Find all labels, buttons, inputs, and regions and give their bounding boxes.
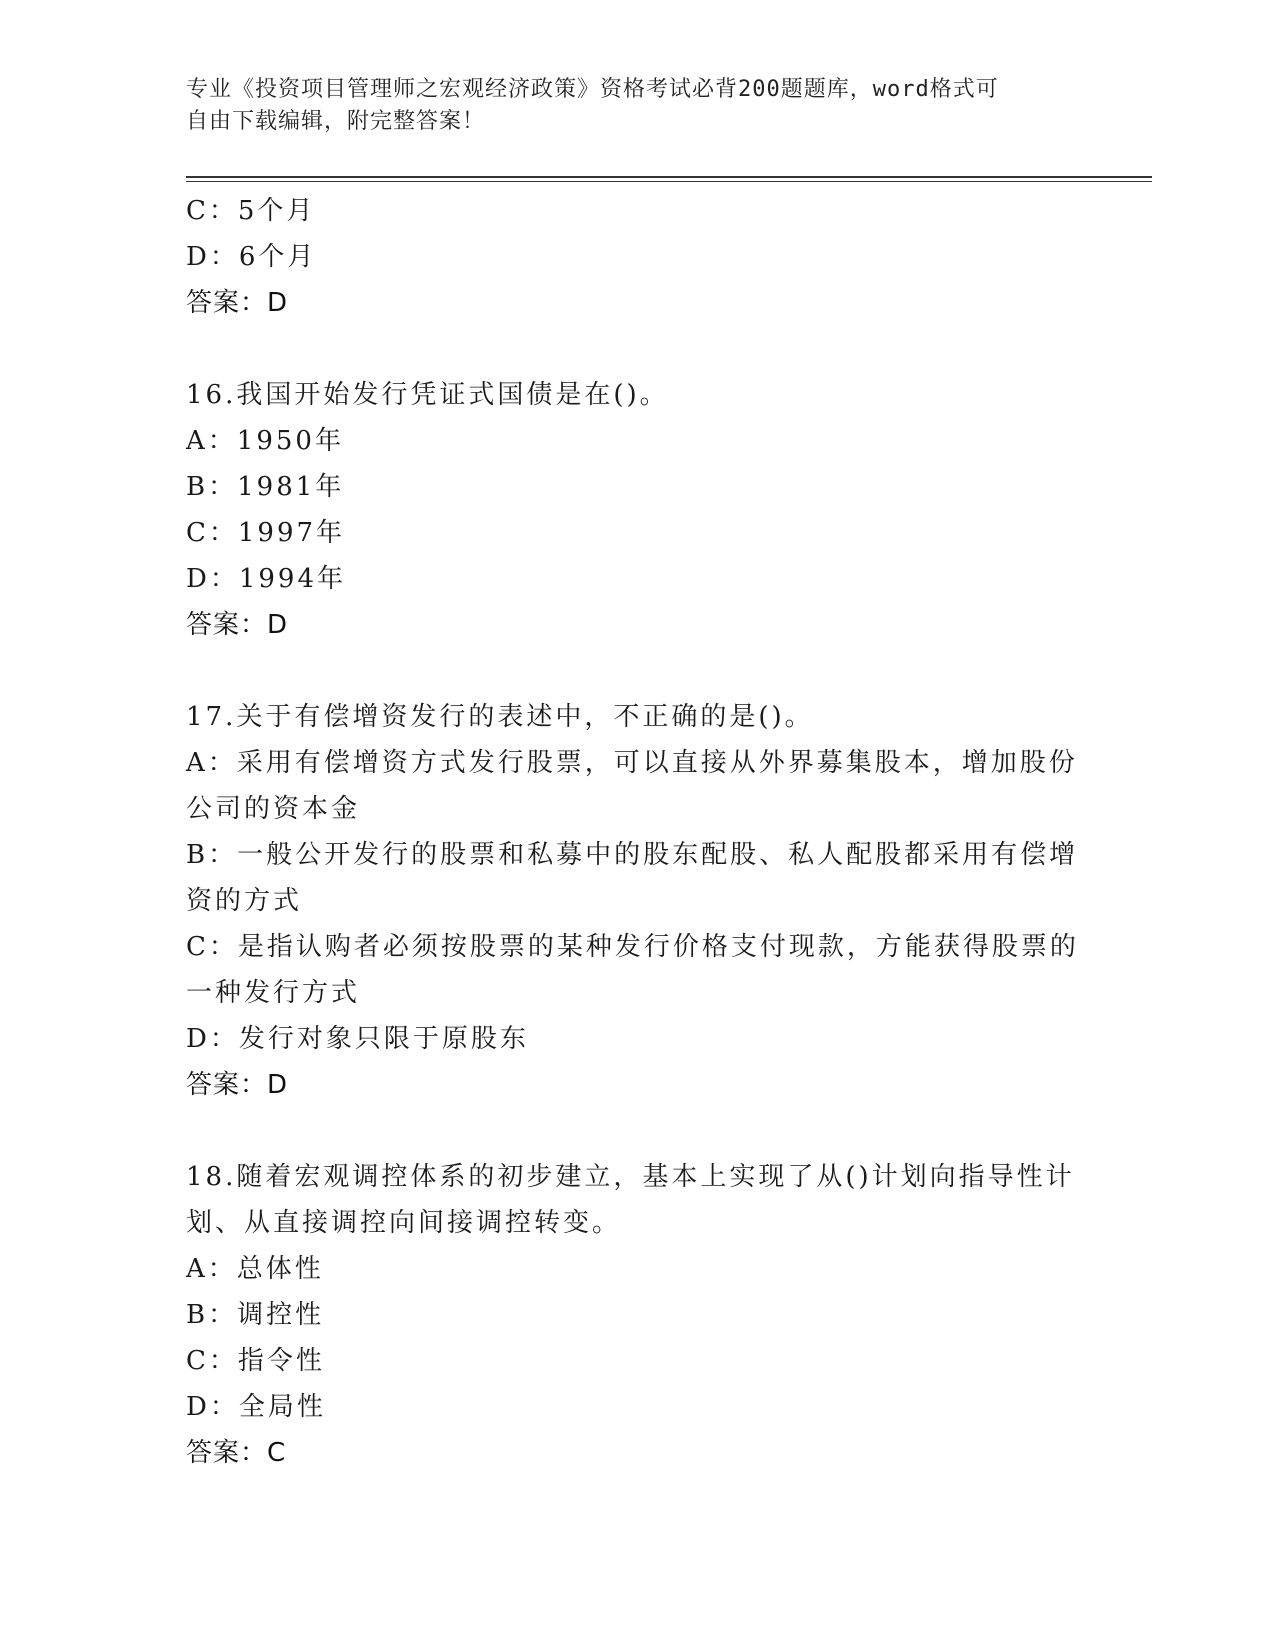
question-17 [186, 694, 1086, 1108]
question-18 [186, 1154, 1086, 1476]
option-b: B：调控性 [186, 1300, 325, 1330]
option-d: D：发行对象只限于原股东 [186, 1024, 529, 1054]
option-c: C：是指认购者必须按股票的某种发行价格支付现款，方能获得股票的一种发行方式 [186, 932, 1079, 1008]
header-title-line-2: 自由下载编辑，附完整答案！ [186, 109, 486, 134]
option-d: D：6个月 [186, 242, 317, 272]
option-c: C：指令性 [186, 1346, 325, 1376]
answer-line: 答案：D [186, 610, 289, 640]
question-stem: 17.关于有偿增资发行的表述中，不正确的是()。 [186, 702, 814, 732]
previous-question-tail [186, 188, 1086, 326]
spacer [186, 326, 1086, 372]
answer-line: 答案：D [186, 1070, 289, 1100]
option-a: A：1950年 [186, 426, 344, 456]
question-stem: 18.随着宏观调控体系的初步建立，基本上实现了从()计划向指导性计划、从直接调控向间接调控转变。 [186, 1162, 1075, 1238]
option-a: A：总体性 [186, 1254, 324, 1284]
option-c: C：5个月 [186, 196, 316, 226]
question-stem: 16.我国开始发行凭证式国债是在()。 [186, 380, 669, 410]
option-d: D：全局性 [186, 1392, 326, 1422]
header-title-line-1: 专业《投资项目管理师之宏观经济政策》资格考试必背200题题库，word格式可 [186, 77, 999, 102]
question-16 [186, 372, 1086, 648]
header-divider-thin [186, 181, 1152, 182]
option-d: D：1994年 [186, 564, 347, 594]
header-divider-thick [186, 176, 1152, 178]
option-a: A：采用有偿增资方式发行股票，可以直接从外界募集股本，增加股份公司的资本金 [186, 748, 1078, 824]
option-b: B：一般公开发行的股票和私募中的股东配股、私人配股都采用有偿增资的方式 [186, 840, 1079, 916]
question-content [186, 188, 1086, 1476]
answer-line: 答案：D [186, 288, 289, 318]
option-c: C：1997年 [186, 518, 346, 548]
spacer [186, 648, 1086, 694]
document-header [186, 74, 1066, 138]
option-b: B：1981年 [186, 472, 345, 502]
spacer [186, 1108, 1086, 1154]
answer-line: 答案：C [186, 1438, 287, 1468]
